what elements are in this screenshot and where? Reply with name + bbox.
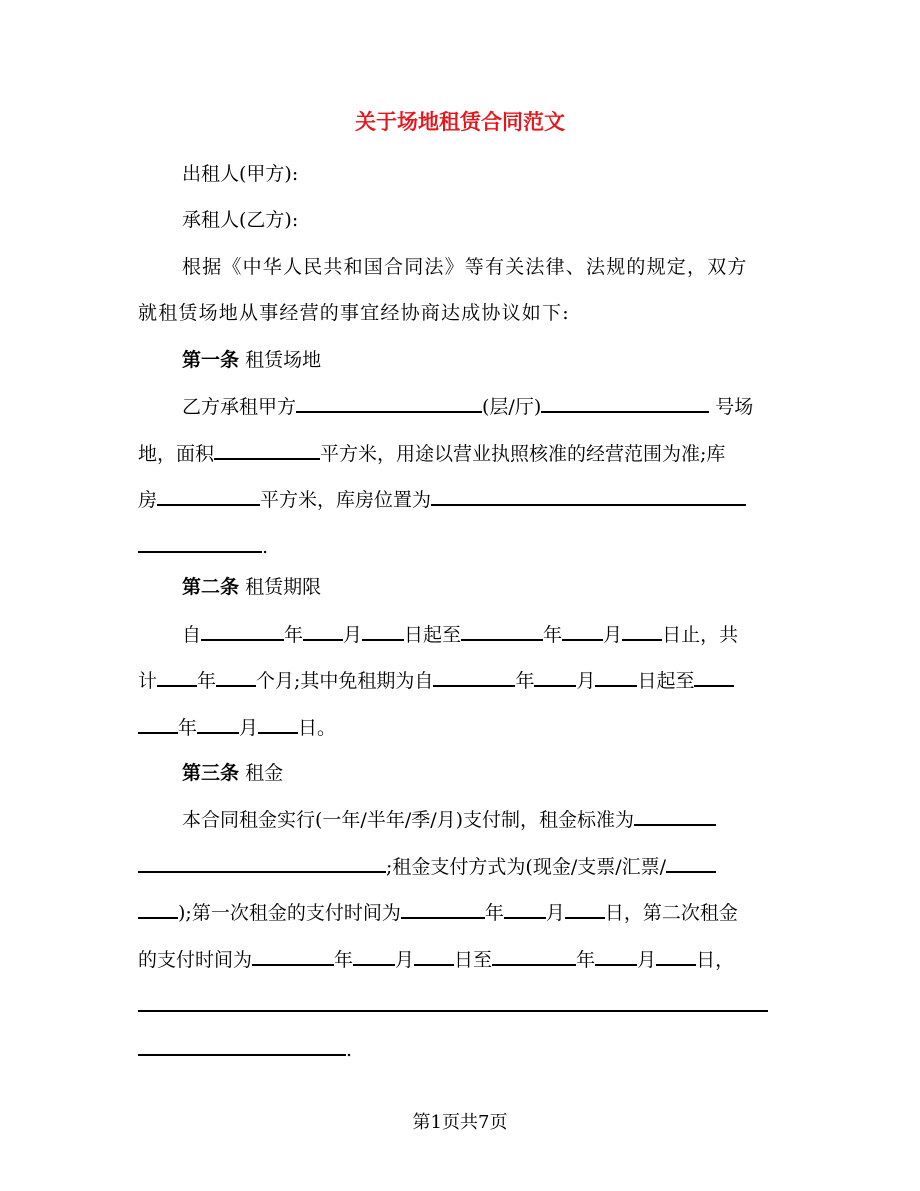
blank-field (401, 896, 485, 919)
blank-field (461, 618, 543, 641)
article-1-name: 租赁场地 (245, 349, 322, 371)
blank-field (353, 943, 395, 966)
text: 日起至 (637, 670, 695, 692)
text: 日止，共 (662, 624, 739, 646)
text: 房 (138, 489, 158, 511)
blank-field (214, 437, 320, 460)
text: 年 (576, 949, 596, 971)
blank-field (534, 664, 576, 687)
text: 月 (545, 902, 565, 924)
article-1-line-1 (182, 390, 753, 423)
text: 乙方承租甲方 (182, 396, 297, 418)
blank-field (666, 850, 716, 873)
text: 月 (603, 624, 623, 646)
text: ;租金支付方式为(现金/支票/汇票/ (386, 856, 667, 878)
blank-field (258, 711, 298, 734)
blank-field (433, 664, 515, 687)
text: 年 (178, 717, 198, 739)
text: 年 (484, 902, 504, 924)
blank-field (138, 850, 386, 873)
article-3-line-6 (138, 1033, 352, 1066)
article-3-line-4 (138, 943, 734, 976)
text: 本合同租金实行(一年/半年/季/月)支付制，租金标准为 (182, 809, 635, 831)
text: 的支付时间为 (138, 949, 253, 971)
blank-field (138, 989, 768, 1012)
text: 日， (696, 949, 735, 971)
text: 个月;其中免租期为自 (256, 670, 434, 692)
blank-field (634, 803, 716, 826)
text: 日，第二次租金 (604, 902, 738, 924)
blank-field (138, 530, 262, 553)
text: 平方米，库房位置为 (260, 489, 432, 511)
intro-line-1: 根据《中华人民共和国合同法》等有关法律、法规的规定，双方 (182, 256, 748, 278)
text: 日至 (454, 949, 493, 971)
blank-field (595, 943, 637, 966)
text: 月 (239, 717, 259, 739)
text: 自 (182, 624, 202, 646)
blank-field (656, 943, 696, 966)
blank-field (296, 390, 482, 413)
blank-field (622, 618, 662, 641)
article-2-line-1 (182, 618, 738, 651)
text: 月 (395, 949, 415, 971)
article-3-header (182, 757, 283, 789)
article-1-line-4 (138, 530, 268, 563)
blank-field (492, 943, 576, 966)
text: 年 (515, 670, 535, 692)
blank-field (504, 896, 546, 919)
text: 月 (576, 670, 596, 692)
blank-field (197, 711, 239, 734)
text: );第一次租金的支付时间为 (178, 902, 401, 924)
article-3-line-1 (182, 803, 716, 836)
lessor-line: 出租人(甲方): (182, 163, 299, 185)
article-1-heading: 第一条 (182, 349, 240, 371)
article-2-line-2 (138, 664, 734, 697)
document-title: 关于场地租赁合同范文 (355, 109, 565, 134)
text: 月 (637, 949, 657, 971)
text: . (346, 1039, 353, 1061)
text: 年 (543, 624, 563, 646)
text: 月 (343, 624, 363, 646)
blank-field (595, 664, 637, 687)
blank-field (157, 483, 260, 506)
article-2-line-3 (138, 711, 336, 744)
article-3-line-2 (138, 850, 716, 883)
text: 日起至 (404, 624, 462, 646)
blank-field (362, 618, 404, 641)
text: 地，面积 (138, 443, 215, 465)
blank-field (138, 896, 178, 919)
text: (层/厅) (482, 396, 542, 418)
blank-field (157, 664, 197, 687)
article-2-header (182, 571, 321, 603)
article-3-line-5 (138, 989, 768, 1022)
page-footer: 第1页共7页 (412, 1112, 508, 1133)
blank-field (565, 896, 605, 919)
blank-field (201, 618, 284, 641)
article-1-header (182, 344, 321, 376)
blank-field (252, 943, 334, 966)
text: 计 (138, 670, 158, 692)
lessee-line: 承租人(乙方): (182, 209, 299, 231)
article-3-name: 租金 (245, 762, 284, 784)
blank-field (694, 664, 734, 687)
text: 号场 (715, 396, 754, 418)
blank-field (541, 390, 709, 413)
article-3-heading: 第三条 (182, 762, 240, 784)
text: . (262, 536, 269, 558)
blank-field (414, 943, 454, 966)
blank-field (431, 483, 746, 506)
text: 年 (334, 949, 354, 971)
article-1-line-3 (138, 483, 746, 516)
text: 日。 (298, 717, 337, 739)
article-2-heading: 第二条 (182, 576, 240, 598)
blank-field (138, 711, 178, 734)
text: 平方米，用途以营业执照核准的经营范围为准;库 (320, 443, 726, 465)
intro-line-2: 就租赁场地从事经营的事宜经协商达成协议如下: (138, 302, 570, 324)
text: 年 (284, 624, 304, 646)
blank-field (303, 618, 343, 641)
blank-field (216, 664, 256, 687)
article-3-line-3 (138, 896, 738, 929)
article-2-name: 租赁期限 (245, 576, 322, 598)
blank-field (138, 1033, 346, 1056)
text: 年 (197, 670, 217, 692)
article-1-line-2 (138, 437, 725, 470)
blank-field (562, 618, 603, 641)
